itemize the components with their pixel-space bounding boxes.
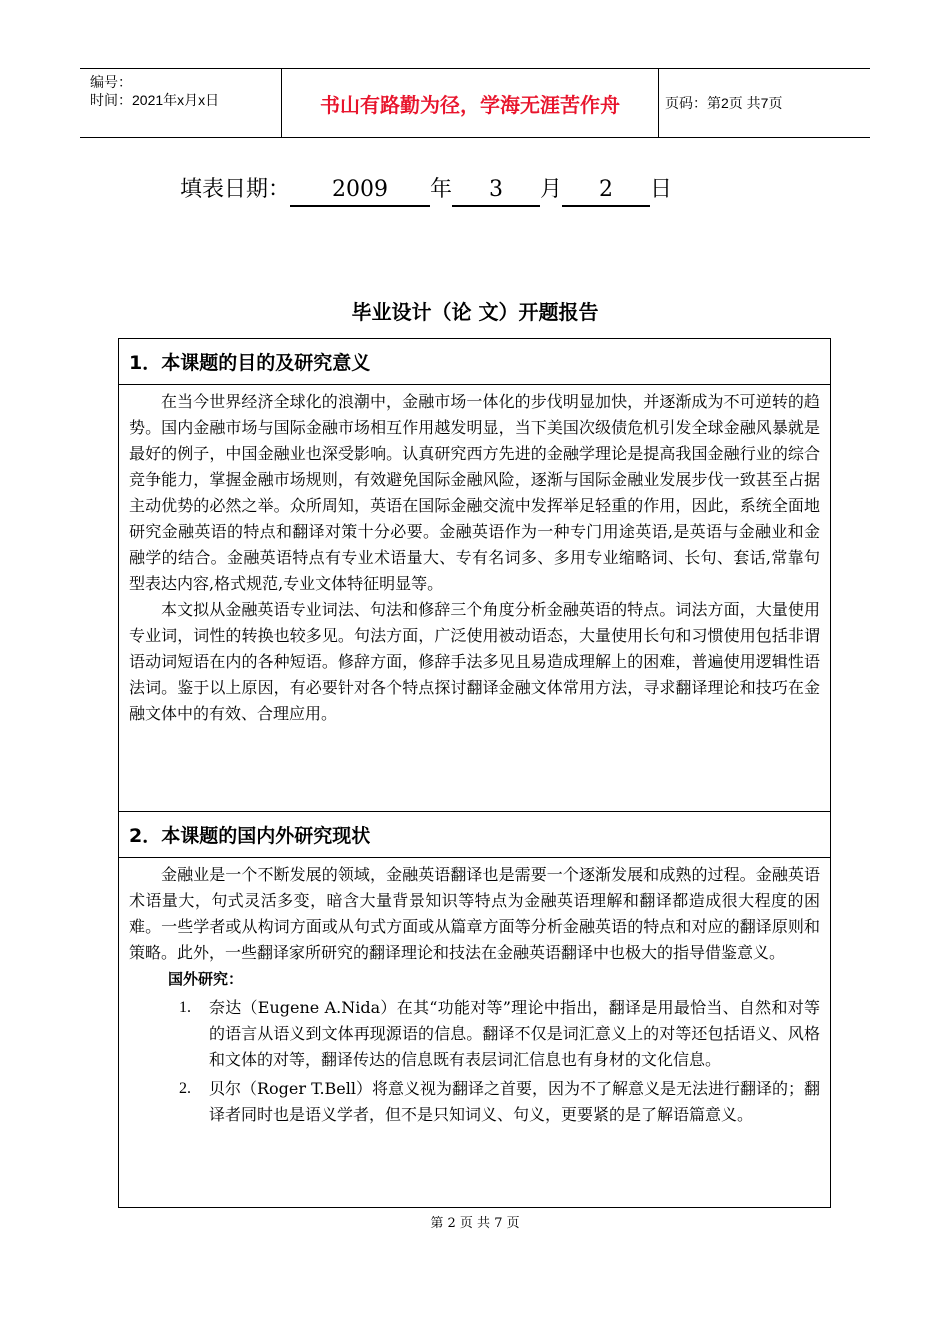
- section-1-paragraph: 本文拟从金融英语专业词法、句法和修辞三个角度分析金融英语的特点。词法方面，大量使用专业词，词性的转换也较多见。句法方面，广泛使用被动语态，大量使用长句和习惯使用包括非谓语动词短语在内的各种短语。修辞方面，修辞手法多见且易造成理解上的困难，普遍使用逻辑性语法词。鉴于以上原因，有必要针对各个特点探讨翻译金融文体常用方法，寻求翻译理论和技巧在金融文体中的有效、合理应用。: [129, 600, 820, 723]
- section-2-intro: 金融业是一个不断发展的领域，金融英语翻译也是需要一个逐渐发展和成熟的过程。金融英语术语量大，句式灵活多变，暗含大量背景知识等特点为金融英语理解和翻译都造成很大程度的困难。一些学者或从构词方面或从句式方面或从篇章方面等分析金融英语的特点和对应的翻译原则和策略。此外，一些翻译家所研究的翻译理论和技法在金融英语翻译中也极大的指导借鉴意义。: [129, 865, 820, 962]
- page-footer: 第 2 页 共 7 页: [430, 1216, 520, 1231]
- section-1-body: [119, 385, 830, 727]
- list-item-number: 2.: [179, 1080, 191, 1097]
- fill-date-month-unit: 月: [540, 177, 563, 202]
- list-item: [129, 1076, 820, 1128]
- foreign-research-heading: 国外研究：: [168, 970, 244, 988]
- list-item-number: 1.: [179, 999, 191, 1016]
- section-2-heading: 2．本课题的国内外研究现状: [119, 812, 830, 858]
- document-title: 毕业设计（论 文）开题报告: [351, 300, 599, 324]
- list-item-text: 奈达（Eugene A.Nida）在其“功能对等”理论中指出，翻译是用最恰当、自然和对等的语言从语义到文体再现源语的信息。翻译不仅是词汇意义上的对等还包括语义、风格和文体的对等，翻译传达的信息既有表层词汇信息也有身材的文化信息。: [209, 998, 820, 1069]
- time-label: 时间：2021年x月x日: [90, 92, 220, 108]
- section-2-body: [119, 858, 830, 1128]
- fill-date-year: 2009: [290, 175, 430, 207]
- fill-date-line: [180, 172, 672, 207]
- list-item: [129, 995, 820, 1073]
- fill-date-month: 3: [452, 175, 540, 207]
- section-1-paragraph: 在当今世界经济全球化的浪潮中，金融市场一体化的步伐明显加快，并逐渐成为不可逆转的趋势。国内金融市场与国际金融市场相互作用越发明显，当下美国次级债危机引发全球金融风暴就是最好的例子，中国金融业也深受影响。认真研究西方先进的金融学理论是提高我国金融行业的综合竞争能力，掌握金融市场规则，有效避免国际金融风险，逐渐与国际金融业发展步伐一致甚至占据主动优势的必然之举。众所周知，英语在国际金融交流中发挥举足轻重的作用，因此，系统全面地研究金融英语的特点和翻译对策十分必要。金融英语作为一种专门用途英语,是英语与金融业和金融学的结合。金融英语特点有专业术语量大、专有名词多、多用专业缩略词、长句、套话,常靠句型表达内容,格式规范,专业文体特征明显等。: [129, 392, 820, 593]
- section-2-box: [118, 811, 831, 1208]
- section-1-heading: 1．本课题的目的及研究意义: [119, 339, 830, 385]
- header-motto: 书山有路勤为径，学海无涯苦作舟: [281, 69, 659, 137]
- page-header: [80, 68, 870, 138]
- section-1-box: [118, 338, 831, 812]
- fill-date-year-unit: 年: [430, 177, 453, 202]
- fill-date-day-unit: 日: [650, 177, 673, 202]
- number-label: 编号：: [90, 74, 132, 90]
- fill-date-label: 填表日期：: [180, 177, 291, 202]
- list-item-text: 贝尔（Roger T.Bell）将意义视为翻译之首要，因为不了解意义是无法进行翻译的；翻译者同时也是语义学者，但不是只知词义、句义，更要紧的是了解语篇意义。: [209, 1079, 820, 1124]
- fill-date-day: 2: [562, 175, 650, 207]
- header-page-info: 页码：第2页 共7页: [665, 95, 783, 111]
- header-meta: [80, 69, 280, 137]
